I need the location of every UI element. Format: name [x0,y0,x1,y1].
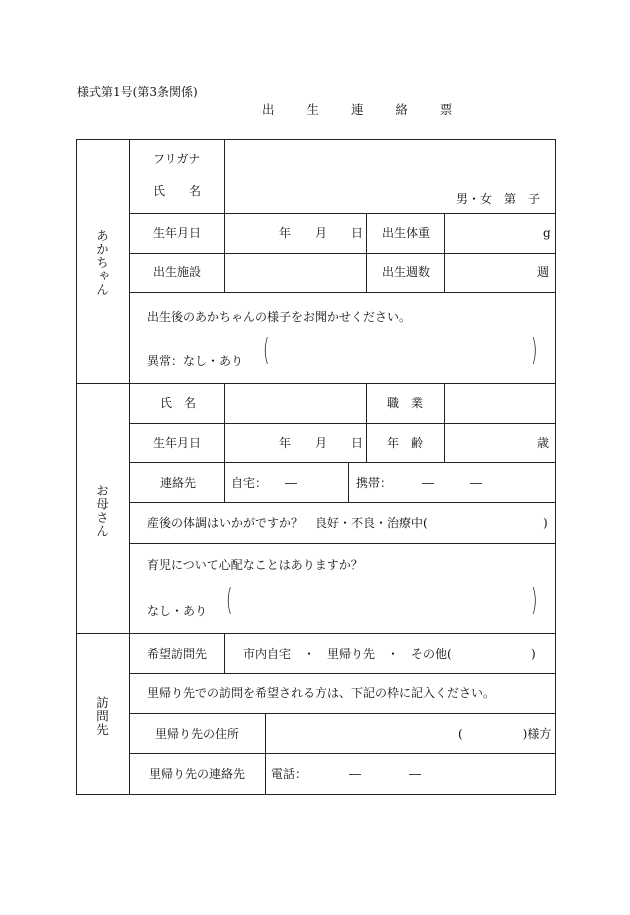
baby-abnormality-detail[interactable] [278,340,528,368]
mother-childcare-close-paren: ) [531,583,538,618]
mother-postpartum-question[interactable]: 産後の体調はいかがですか？ 良好・不良・治療中( [147,516,428,530]
visit-section-label: 訪問先 [94,696,110,737]
baby-furigana-label: フリガナ [153,152,201,166]
baby-weeks-label: 出生週数 [382,265,431,279]
mother-name-label: 氏 名 [160,396,197,410]
mother-age-unit: 歳 [537,436,550,450]
form-number: 様式第1号(第3条関係) [77,85,198,99]
baby-abnormality-open-paren: ( [263,333,270,368]
baby-facility-label: 出生施設 [153,265,202,279]
mother-birthdate-field[interactable]: 年 月 日 [279,436,364,450]
mother-childcare-detail[interactable] [242,590,527,618]
visit-desired-close: ) [531,647,536,661]
mother-childcare-open-paren: ( [226,583,233,618]
mother-section-label: お母さん [94,484,110,538]
baby-weight-unit: g [543,226,551,240]
baby-birthdate-label: 生年月日 [153,226,202,240]
baby-abnormality-choice[interactable]: 異常：なし・あり [147,354,244,368]
page-title: 出 生 連 絡 票 [262,102,467,117]
visit-desired-label: 希望訪問先 [147,647,208,661]
mother-name-field[interactable] [226,385,364,421]
visit-address-field[interactable] [268,715,453,751]
baby-weight-label: 出生体重 [382,226,431,240]
baby-condition-question: 出生後のあかちゃんの様子をお聞かせください。 [147,310,412,324]
baby-weight-field[interactable] [446,215,540,251]
baby-weeks-unit: 週 [537,265,550,279]
baby-birthdate-field[interactable]: 年 月 日 [279,226,364,240]
visit-phone[interactable]: 電話： ― ― [271,767,422,781]
baby-section-label: あかちゃん [94,229,110,297]
visit-instruction: 里帰り先での訪問を希望される方は、下記の枠に記入ください。 [147,686,496,700]
mother-mobile-phone[interactable]: 携帯： ― ― [356,476,483,490]
visit-contact-label: 里帰り先の連絡先 [149,767,246,781]
mother-birthdate-label: 生年月日 [153,436,202,450]
mother-postpartum-close: ) [543,516,548,530]
mother-childcare-choice[interactable]: なし・あり [147,604,208,618]
mother-occupation-field[interactable] [446,385,553,421]
visit-desired-options[interactable]: 市内自宅 ・ 里帰り先 ・ その他( [243,647,452,661]
baby-name-field[interactable] [226,172,446,210]
baby-sex-order[interactable]: 男・女 第 子 [456,192,541,206]
mother-age-field[interactable] [446,425,534,461]
mother-childcare-question: 育児について心配なことはありますか？ [147,558,363,572]
visit-address-suffix: ( )様方 [458,727,552,741]
visit-address-label: 里帰り先の住所 [155,727,240,741]
baby-weeks-field[interactable] [446,255,534,291]
mother-occupation-label: 職 業 [387,396,424,410]
baby-furigana-field[interactable] [226,141,553,171]
mother-age-label: 年 齢 [387,436,424,450]
baby-abnormality-close-paren: ) [531,333,538,368]
baby-facility-field[interactable] [226,255,364,291]
mother-home-phone[interactable]: 自宅： ― [231,476,298,490]
mother-contact-label: 連絡先 [160,476,197,490]
baby-name-label: 氏 名 [153,184,202,198]
